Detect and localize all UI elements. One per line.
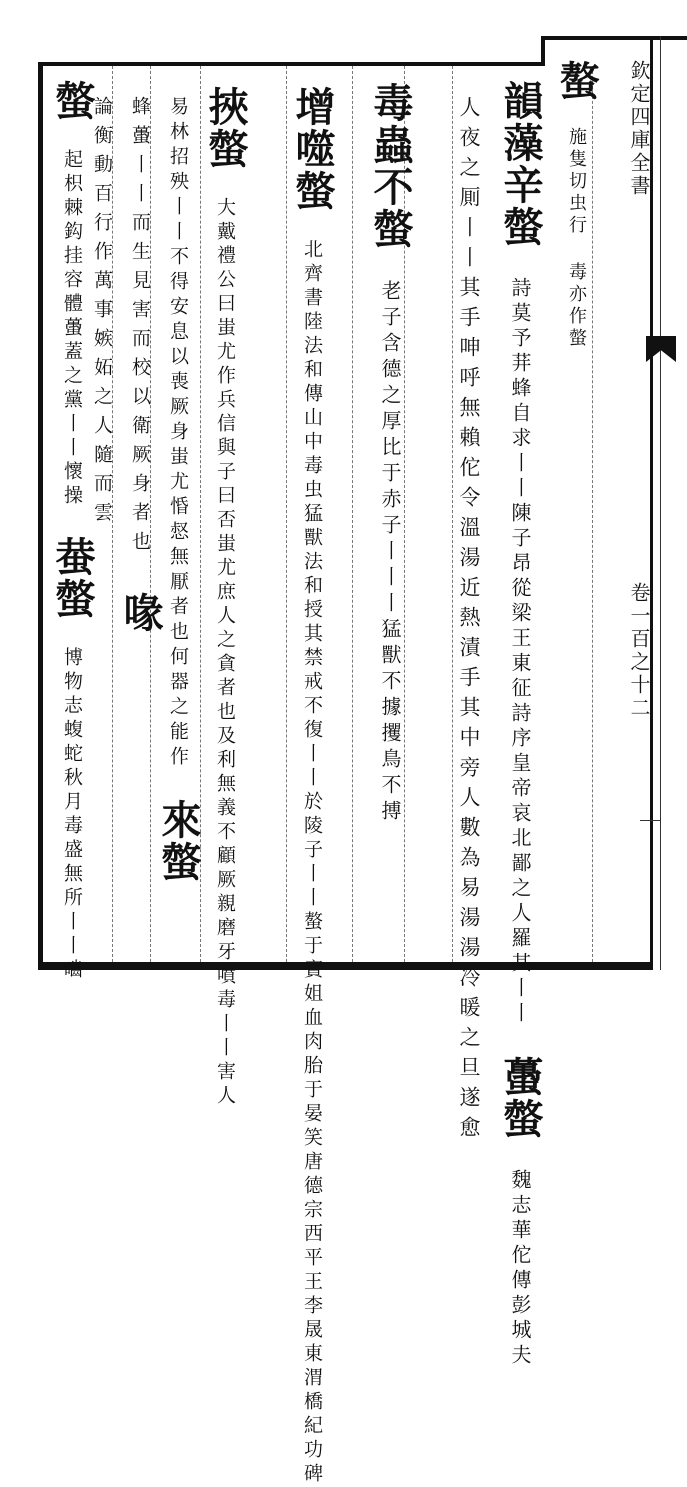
- entry-gloss: 施隻切虫行 毒亦作螫: [566, 127, 587, 350]
- entry-headword: 挾螫: [202, 86, 249, 170]
- entry-headword: 蠆螫: [497, 1056, 544, 1140]
- entry-headword: 螯: [553, 60, 600, 102]
- page-border-step: [541, 36, 545, 66]
- entry-text: 起枳棘鈎挂容體蠆蓋之黨丨丨懷操: [61, 149, 83, 509]
- text-column-8: [117, 96, 164, 634]
- entry-headword: 螫: [49, 80, 96, 122]
- page-border-right-inner: [660, 36, 661, 970]
- entry-text: 蜂蠆丨丨而生見害而校以衛厥身者也: [129, 96, 151, 560]
- entry-headword: 毒蟲不螫: [367, 82, 414, 250]
- entry-text: 詩莫予荓蜂自求丨丨陳子昂從梁王東征詩序皇帝哀北鄙之人羅其丨丨: [508, 277, 532, 1027]
- text-column-5: [289, 86, 336, 1487]
- text-column-6: [202, 86, 249, 1109]
- entry-text: 博物志蝮蛇秋月毒盛無所丨丨嚙: [61, 647, 83, 983]
- column-divider: [352, 66, 354, 962]
- entry-headword: 韻藻辛螫: [497, 80, 544, 248]
- entry-text: 易林招殃丨丨不得安息以喪厥身蚩尤惛惄無厭者也何器之能作: [167, 96, 189, 771]
- page-border-bottom: [38, 962, 650, 970]
- text-column-10: [49, 80, 96, 983]
- entry-text: 老子含德之厚比于赤子丨丨丨猛獸不據攫鳥不搏: [378, 280, 402, 826]
- entry-text: 魏志華佗傳彭城夫: [508, 1169, 532, 1369]
- text-column-9: [92, 96, 111, 531]
- page-border-top-right: [545, 36, 687, 40]
- text-column-4: [367, 82, 414, 826]
- entry-headword: 喙: [117, 592, 164, 634]
- entry-headword: 蛬螫: [49, 536, 96, 620]
- entry-text: 北齊書陸法和傳山中毒虫猛獸法和授其禁戒不復丨丨於陵子丨丨螯于賓姐血肉胎于晏笑唐德宗西平王李晟東渭橋紀功碑: [301, 239, 323, 1487]
- page-border-left: [38, 62, 43, 970]
- text-column-7: [155, 96, 202, 883]
- entry-text: 大戴禮公曰蚩尤作兵信與子曰否蚩尤庶人之貪者也及利無義不顧厥親磨牙噴毒丨丨害人: [214, 197, 236, 1109]
- page-border-top: [40, 62, 545, 66]
- text-column-2: [497, 80, 544, 1369]
- entry-text: 人夜之厠丨丨其手呻呼無賴佗令溫湯近熱漬手其中旁人數為易湯湯冷暖之旦遂愈: [457, 96, 481, 1146]
- entry-headword: 來螫: [155, 799, 202, 883]
- entry-headword: 增噬螫: [289, 86, 336, 212]
- book-title: 欽定四庫全書: [627, 60, 651, 198]
- column-divider: [452, 66, 454, 962]
- text-column-3: [458, 96, 479, 1146]
- text-column-1: [553, 60, 600, 350]
- volume-label: 卷一百之十二: [627, 582, 651, 720]
- side-margin: [627, 60, 654, 950]
- entry-text: 論衡動百行作萬事嫉妬之人隨而雲: [91, 96, 113, 531]
- column-divider: [286, 66, 288, 962]
